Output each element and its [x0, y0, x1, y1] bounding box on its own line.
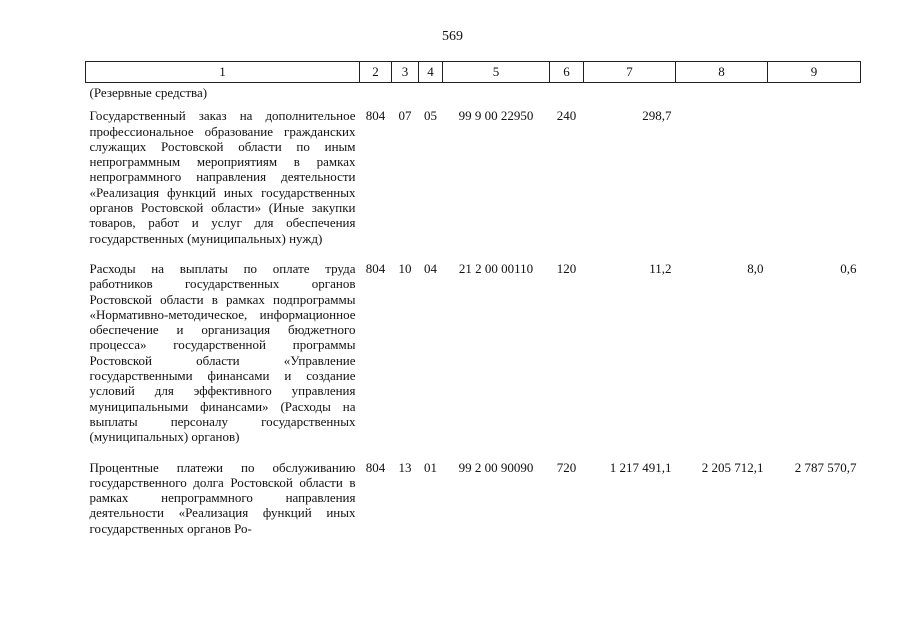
- cell-section: 13: [398, 459, 412, 475]
- cell-expense-type: 120: [556, 260, 577, 276]
- cell-amount-col9: [768, 102, 861, 252]
- table-row: [86, 252, 861, 451]
- cell-target-article: 99 9 00 22950: [458, 108, 534, 124]
- column-header: 7: [584, 62, 676, 83]
- column-header: 2: [360, 62, 392, 83]
- cell-amount-col8: [676, 102, 768, 252]
- column-header: 9: [768, 62, 861, 83]
- cell-amount-col9: 2 787 570,7: [794, 459, 857, 475]
- cell-subsection: 05: [424, 108, 437, 124]
- cell-ministry-code: 804: [365, 108, 386, 124]
- cell-ministry-code: 804: [365, 459, 386, 475]
- cell-amount-col9: 0,6: [840, 260, 857, 276]
- column-header: 1: [86, 62, 360, 83]
- table-row: [86, 451, 861, 542]
- cell-section: 10: [398, 260, 412, 276]
- cell-subsection: 01: [424, 459, 437, 475]
- cell-subsection: 04: [424, 260, 437, 276]
- continuation-text: (Резервные средства): [89, 85, 208, 100]
- cell-amount-col7: 298,7: [642, 108, 672, 124]
- cell-amount-col7: 1 217 491,1: [609, 459, 672, 475]
- cell-target-article: 99 2 00 90090: [458, 459, 534, 475]
- row-description: Процентные платежи по обслуживанию государственного долга Ростовской области в рамках непрограммного направления деятельности «Реализация функций иных государственных органов Ро-: [89, 459, 356, 536]
- row-description: Расходы на выплаты по оплате труда работников государственных органов Ростовской области в рамках подпрограммы «Нормативно-методическое, информационное обеспечение и организация бюджетного процесса» государственной программы Ростовской области «Управление государственными финансами и создание условий для эффективного управления муниципальными финансами» (Расходы на выплаты персоналу государственных (муниципальных) органов): [89, 260, 356, 445]
- cell-target-article: 21 2 00 00110: [458, 260, 534, 276]
- column-header: 4: [419, 62, 443, 83]
- column-header: 3: [392, 62, 419, 83]
- row-description: Государственный заказ на дополнительное профессиональное образование гражданских служащих Ростовской области по иным непрограммным мероприятиям в рамках непрограммного направления деятельности «Реализация функций иных государственных органов Ростовской области» (Иные закупки товаров, работ и услуг для обеспечения государственных (муниципальных) нужд): [89, 108, 356, 246]
- cell-amount-col7: 11,2: [649, 260, 672, 276]
- cell-section: 07: [398, 108, 412, 124]
- table-header-row: [86, 62, 861, 83]
- continuation-row: [86, 83, 861, 103]
- cell-expense-type: 240: [556, 108, 577, 124]
- page-number: 569: [442, 29, 463, 44]
- column-header: 5: [443, 62, 550, 83]
- table-row: [86, 102, 861, 252]
- cell-amount-col8: 8,0: [747, 260, 764, 276]
- budget-table: [85, 61, 861, 542]
- cell-ministry-code: 804: [365, 260, 386, 276]
- cell-expense-type: 720: [556, 459, 577, 475]
- column-header: 6: [550, 62, 584, 83]
- column-header: 8: [676, 62, 768, 83]
- cell-amount-col8: 2 205 712,1: [701, 459, 764, 475]
